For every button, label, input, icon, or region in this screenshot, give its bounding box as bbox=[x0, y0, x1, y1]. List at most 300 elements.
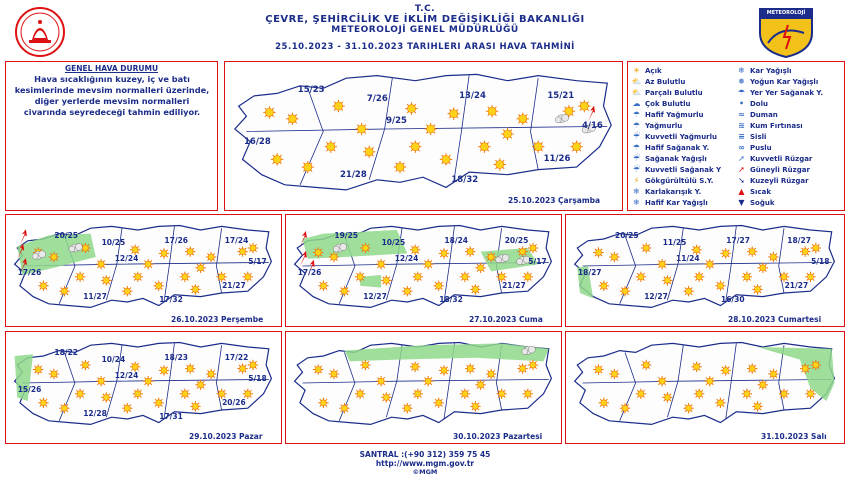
sun-icon bbox=[768, 252, 778, 262]
sun-icon bbox=[747, 246, 757, 256]
sun-icon bbox=[641, 360, 651, 370]
legend-label: Yoğun Kar Yağışlı bbox=[750, 78, 819, 86]
legend-label: Kuvvetli Yağmurlu bbox=[645, 133, 718, 141]
sun-icon bbox=[143, 376, 153, 386]
legend-label: Duman bbox=[750, 111, 778, 119]
sun-icon bbox=[470, 401, 480, 411]
sun-icon bbox=[501, 128, 513, 140]
sun-icon bbox=[636, 389, 646, 399]
turkey-map bbox=[286, 215, 560, 325]
sun-icon: ☀ bbox=[632, 66, 641, 75]
footer-phone: SANTRAL :(+90 312) 359 75 45 bbox=[359, 450, 491, 459]
map-d28 bbox=[565, 214, 845, 327]
sun-icon bbox=[49, 369, 59, 379]
legend-item bbox=[736, 154, 812, 164]
map-d26 bbox=[5, 214, 282, 327]
city-temperature: 17/26 bbox=[297, 268, 322, 278]
rain-icon: ☂ bbox=[632, 121, 641, 130]
sun-icon bbox=[263, 106, 275, 118]
city-temperature: 12/24 bbox=[394, 253, 419, 263]
sun-icon bbox=[478, 141, 490, 153]
legend-label: Hafif Kar Yağışlı bbox=[645, 199, 708, 207]
shower-icon: ☔ bbox=[632, 154, 641, 163]
sun-icon bbox=[532, 141, 544, 153]
sun-icon bbox=[742, 272, 752, 282]
city-temperature: 15/23 bbox=[297, 84, 325, 95]
sun-icon bbox=[286, 113, 298, 125]
sun-icon bbox=[715, 398, 725, 408]
summary-text: Hava sıcaklığının kuzey, iç ve batı kesimlerinde mevsim normalleri üzerinde, diğer yerlerde mevsim normalleri civarında seyredeceği tahmin ediliyor. bbox=[14, 74, 210, 117]
sun-icon bbox=[329, 252, 339, 262]
sun-icon bbox=[360, 243, 370, 253]
sun-icon bbox=[376, 376, 386, 386]
sleet-icon: ❄ bbox=[633, 187, 640, 196]
legend-item bbox=[736, 66, 792, 76]
sun-icon bbox=[448, 108, 460, 120]
legend-item bbox=[736, 143, 772, 153]
legend-item bbox=[631, 154, 707, 164]
smoke-icon: ≈ bbox=[738, 110, 745, 119]
sun-icon bbox=[143, 259, 153, 269]
light-shower-icon: ☂ bbox=[632, 143, 641, 152]
city-temperature: 13/24 bbox=[459, 90, 486, 101]
strong-wind-icon: ➚ bbox=[738, 154, 745, 163]
city-temperature: 18/32 bbox=[451, 174, 479, 185]
sun-icon bbox=[339, 403, 349, 413]
hail-icon: • bbox=[738, 99, 745, 108]
legend-item bbox=[736, 99, 768, 109]
sun-icon bbox=[811, 360, 821, 370]
sun-icon bbox=[599, 398, 609, 408]
sun-icon bbox=[394, 161, 406, 173]
legend-item bbox=[736, 77, 818, 87]
sun-icon bbox=[517, 113, 529, 125]
legend-label: Hafif Sağanak Y. bbox=[645, 144, 710, 152]
sun-icon bbox=[248, 243, 258, 253]
legend-label: Parçalı Bulutlu bbox=[645, 89, 703, 97]
legend-item bbox=[631, 99, 690, 109]
sun-icon bbox=[768, 369, 778, 379]
sun-icon bbox=[475, 263, 485, 273]
city-temperature: 11/24 bbox=[676, 253, 700, 263]
sun-icon bbox=[133, 389, 143, 399]
sun-icon bbox=[248, 360, 258, 370]
legend-item bbox=[631, 143, 709, 153]
sun-icon bbox=[325, 141, 337, 153]
legend-label: Sisli bbox=[750, 133, 767, 141]
sun-icon bbox=[75, 389, 85, 399]
sun-icon bbox=[599, 281, 609, 291]
sun-icon bbox=[578, 100, 590, 112]
forecast-period: 25.10.2023 - 31.10.2023 TARIHLERI ARASI HAVA TAHMİNİ bbox=[275, 42, 575, 52]
legend-label: Güneyli Rüzgar bbox=[750, 166, 810, 174]
sun-icon bbox=[742, 389, 752, 399]
map-d30 bbox=[285, 331, 562, 444]
map-d31 bbox=[565, 331, 845, 444]
sun-icon bbox=[318, 281, 328, 291]
sun-icon bbox=[376, 259, 386, 269]
sun-icon bbox=[657, 259, 667, 269]
sun-icon bbox=[101, 275, 111, 285]
city-temperature: 11/25 bbox=[662, 237, 687, 247]
legend-item bbox=[631, 88, 703, 98]
sun-icon bbox=[475, 380, 485, 390]
sun-icon bbox=[470, 284, 480, 294]
legend bbox=[627, 61, 845, 211]
sun-icon bbox=[402, 403, 412, 413]
sun-icon bbox=[133, 272, 143, 282]
sun-icon bbox=[641, 243, 651, 253]
city-temperature: 18/22 bbox=[54, 348, 79, 358]
city-temperature: 18/24 bbox=[444, 235, 469, 245]
sun-icon bbox=[355, 389, 365, 399]
sun-icon bbox=[101, 392, 111, 402]
sun-icon bbox=[494, 158, 506, 170]
legend-label: Sağanak Yağışlı bbox=[645, 155, 707, 163]
sun-icon bbox=[517, 363, 527, 373]
sun-icon bbox=[195, 380, 205, 390]
city-temperature: 5/18 bbox=[811, 257, 830, 267]
city-temperature: 4/16 bbox=[582, 121, 603, 132]
turkey-map bbox=[566, 332, 843, 442]
sun-icon bbox=[465, 363, 475, 373]
legend-label: Karlakarışık Y. bbox=[645, 188, 702, 196]
sun-icon bbox=[528, 243, 538, 253]
legend-item bbox=[631, 165, 721, 175]
sun-icon bbox=[636, 272, 646, 282]
map-d29 bbox=[5, 331, 282, 444]
heavy-shower-icon: ☔ bbox=[632, 165, 641, 174]
city-temperature: 16/30 bbox=[721, 295, 745, 305]
sun-icon bbox=[59, 286, 69, 296]
legend-label: Puslu bbox=[750, 144, 772, 152]
sun-icon bbox=[440, 153, 452, 165]
legend-label: Soğuk bbox=[750, 199, 775, 207]
sun-icon bbox=[570, 141, 582, 153]
sun-icon bbox=[694, 272, 704, 282]
sun-icon bbox=[237, 363, 247, 373]
city-temperature: 20/25 bbox=[615, 231, 639, 241]
sun-icon bbox=[609, 252, 619, 262]
sun-icon bbox=[49, 252, 59, 262]
sun-icon bbox=[413, 272, 423, 282]
sun-icon bbox=[154, 281, 164, 291]
sun-icon bbox=[811, 243, 821, 253]
sun-icon bbox=[409, 141, 421, 153]
light-snow-icon: ❄ bbox=[633, 198, 640, 207]
city-temperature: 12/24 bbox=[114, 253, 139, 263]
sun-icon bbox=[413, 389, 423, 399]
turkey-map bbox=[6, 332, 280, 442]
sun-icon bbox=[237, 246, 247, 256]
sun-icon bbox=[329, 369, 339, 379]
footer-copyright: ©MGM bbox=[412, 468, 438, 476]
turkey-map bbox=[566, 215, 843, 325]
cloud-icon: ☁ bbox=[632, 99, 641, 108]
sun-icon bbox=[185, 246, 195, 256]
sun-icon bbox=[523, 389, 533, 399]
sun-icon bbox=[185, 363, 195, 373]
map-d25 bbox=[224, 61, 623, 211]
sun-icon bbox=[159, 248, 169, 258]
sun-icon bbox=[180, 272, 190, 282]
legend-label: Yağmurlu bbox=[645, 122, 683, 130]
sun-icon bbox=[758, 380, 768, 390]
sun-icon bbox=[800, 246, 810, 256]
city-temperature: 12/27 bbox=[644, 291, 668, 301]
heavy-rain-icon: ☔ bbox=[632, 132, 641, 141]
sun-icon bbox=[190, 284, 200, 294]
meteoroloji-logo-text: METEOROLOJİ bbox=[766, 10, 806, 16]
sun-icon bbox=[683, 403, 693, 413]
city-temperature: 12/28 bbox=[83, 408, 107, 418]
sun-icon bbox=[423, 376, 433, 386]
city-temperature: 19/25 bbox=[334, 231, 359, 241]
sun-icon bbox=[360, 360, 370, 370]
legend-label: Gökgürültülü S.Y. bbox=[645, 177, 714, 185]
sun-icon bbox=[339, 286, 349, 296]
sun-icon bbox=[705, 376, 715, 386]
sun-icon bbox=[318, 398, 328, 408]
sun-icon bbox=[75, 272, 85, 282]
map-date: 28.10.2023 Cumartesi bbox=[728, 315, 822, 324]
sun-icon bbox=[96, 259, 106, 269]
sun-icon bbox=[363, 146, 375, 158]
sun-icon bbox=[593, 247, 603, 257]
city-temperature: 5/17 bbox=[248, 257, 267, 267]
city-temperature: 15/26 bbox=[17, 385, 42, 395]
fog-icon: ≡ bbox=[738, 132, 745, 141]
city-temperature: 5/17 bbox=[528, 257, 547, 267]
sun-icon bbox=[425, 123, 437, 135]
sun-icon bbox=[662, 275, 672, 285]
sun-icon bbox=[486, 105, 498, 117]
summary-title: GENEL HAVA DURUMU bbox=[64, 64, 159, 73]
sun-icon bbox=[423, 259, 433, 269]
legend-label: Kar Yağışlı bbox=[750, 67, 792, 75]
city-temperature: 12/27 bbox=[363, 291, 387, 301]
header-line1: T.C. bbox=[414, 4, 436, 14]
map-date: 27.10.2023 Cuma bbox=[469, 315, 543, 324]
city-temperature: 17/22 bbox=[224, 352, 249, 362]
general-weather-box bbox=[5, 61, 218, 211]
sun-icon bbox=[620, 403, 630, 413]
sun-icon bbox=[159, 365, 169, 375]
heavy-snow-icon: ❅ bbox=[738, 77, 745, 86]
haze-icon: ∞ bbox=[738, 143, 745, 152]
sun-icon bbox=[355, 272, 365, 282]
legend-label: Kuzeyli Rüzgar bbox=[750, 177, 809, 185]
legend-label: Açık bbox=[645, 67, 662, 75]
city-temperature: 15/21 bbox=[547, 90, 575, 101]
south-wind-icon: ➚ bbox=[738, 165, 745, 174]
thunder-icon: ⚡ bbox=[633, 176, 640, 185]
sun-icon bbox=[80, 360, 90, 370]
map-date: 25.10.2023 Çarşamba bbox=[508, 196, 601, 205]
sun-icon bbox=[59, 403, 69, 413]
city-temperature: 21/27 bbox=[784, 280, 809, 290]
sun-icon bbox=[439, 248, 449, 258]
local-shower-icon: ☂ bbox=[737, 88, 746, 97]
sun-icon bbox=[271, 153, 283, 165]
city-temperature: 17/31 bbox=[159, 412, 183, 422]
sun-icon bbox=[721, 248, 731, 258]
sun-icon bbox=[38, 281, 48, 291]
legend-item bbox=[631, 176, 713, 186]
legend-item bbox=[631, 66, 662, 76]
legend-item bbox=[631, 132, 717, 142]
city-temperature: 9/25 bbox=[386, 116, 407, 127]
city-temperature: 20/25 bbox=[504, 235, 529, 245]
city-temperature: 10/24 bbox=[101, 354, 126, 364]
map-date: 30.10.2023 Pazartesi bbox=[453, 432, 543, 441]
sun-icon bbox=[683, 286, 693, 296]
sun-icon bbox=[752, 284, 762, 294]
legend-item bbox=[631, 77, 685, 87]
legend-label: Hafif Yağmurlu bbox=[645, 111, 704, 119]
map-date: 31.10.2023 Salı bbox=[761, 432, 827, 441]
sun-icon bbox=[302, 161, 314, 173]
legend-item bbox=[736, 132, 766, 142]
sun-icon bbox=[313, 247, 323, 257]
city-temperature: 12/24 bbox=[114, 370, 139, 380]
city-temperature: 21/28 bbox=[340, 169, 367, 180]
sun-icon bbox=[122, 403, 132, 413]
map-d27 bbox=[285, 214, 562, 327]
legend-label: Az Bulutlu bbox=[645, 78, 686, 86]
sun-icon bbox=[460, 389, 470, 399]
legend-item bbox=[736, 176, 809, 186]
city-temperature: 11/27 bbox=[83, 291, 107, 301]
hot-icon: ▲ bbox=[738, 187, 745, 196]
footer-url[interactable]: http://www.mgm.gov.tr bbox=[375, 459, 475, 468]
city-temperature: 20/26 bbox=[222, 397, 246, 407]
sun-icon bbox=[705, 259, 715, 269]
sun-cloud-icon: ⛅ bbox=[631, 77, 642, 86]
sun-icon bbox=[332, 100, 344, 112]
legend-label: Yer Yer Sağanak Y. bbox=[750, 89, 823, 97]
sun-icon bbox=[747, 363, 757, 373]
sun-icon bbox=[620, 286, 630, 296]
legend-item bbox=[736, 165, 810, 175]
sun-icon bbox=[694, 389, 704, 399]
city-temperature: 10/25 bbox=[381, 237, 406, 247]
header bbox=[0, 0, 850, 60]
directorate-name: METEOROLOJİ GENEL MÜDÜRLÜĞÜ bbox=[331, 25, 519, 35]
city-temperature: 17/26 bbox=[17, 268, 42, 278]
sun-icon bbox=[460, 272, 470, 282]
sun-icon bbox=[434, 398, 444, 408]
sun-icon bbox=[758, 263, 768, 273]
sun-icon bbox=[122, 286, 132, 296]
sun-icon bbox=[805, 389, 815, 399]
city-temperature: 17/26 bbox=[164, 235, 189, 245]
sun-icon bbox=[528, 360, 538, 370]
sun-icon bbox=[779, 389, 789, 399]
sun-icon bbox=[486, 252, 496, 262]
snow-icon: ❄ bbox=[738, 66, 745, 75]
sun-icon bbox=[381, 392, 391, 402]
city-temperature: 17/27 bbox=[726, 235, 750, 245]
map-date: 26.10.2023 Perşembe bbox=[171, 315, 264, 324]
sun-icon bbox=[206, 369, 216, 379]
legend-item bbox=[631, 121, 682, 131]
sun-icon bbox=[180, 389, 190, 399]
sun-icon bbox=[609, 369, 619, 379]
cold-icon: ▼ bbox=[738, 198, 745, 207]
legend-label: Kuvvetli Rüzgar bbox=[750, 155, 813, 163]
turkey-map bbox=[6, 215, 280, 325]
sun-icon bbox=[154, 398, 164, 408]
legend-item bbox=[631, 110, 704, 120]
sun-icon bbox=[721, 365, 731, 375]
city-temperature: 18/23 bbox=[164, 352, 189, 362]
sun-icon bbox=[381, 275, 391, 285]
sun-icon bbox=[496, 389, 506, 399]
sun-icon bbox=[465, 246, 475, 256]
city-temperature: 21/27 bbox=[502, 280, 526, 290]
partly-cloudy-icon: ⛅ bbox=[631, 88, 642, 97]
legend-item bbox=[736, 121, 803, 131]
sun-icon bbox=[402, 286, 412, 296]
sun-icon bbox=[486, 369, 496, 379]
sun-icon bbox=[752, 401, 762, 411]
city-temperature: 16/28 bbox=[244, 136, 271, 147]
north-wind-icon: ➘ bbox=[738, 176, 745, 185]
sun-icon bbox=[33, 364, 43, 374]
legend-item bbox=[736, 198, 775, 208]
sun-icon bbox=[313, 364, 323, 374]
sun-icon bbox=[593, 364, 603, 374]
city-temperature: 17/32 bbox=[159, 295, 183, 305]
city-temperature: 17/24 bbox=[224, 235, 249, 245]
sun-icon bbox=[657, 376, 667, 386]
light-rain-icon: ☂ bbox=[632, 110, 641, 119]
legend-item bbox=[631, 198, 708, 208]
legend-label: Kum Fırtınası bbox=[750, 122, 803, 130]
sun-icon bbox=[195, 263, 205, 273]
sun-icon bbox=[691, 362, 701, 372]
sun-icon bbox=[410, 362, 420, 372]
turkey-map bbox=[286, 332, 560, 442]
legend-label: Dolu bbox=[750, 100, 769, 108]
sun-icon bbox=[96, 376, 106, 386]
sun-icon bbox=[434, 281, 444, 291]
legend-label: Çok Bulutlu bbox=[645, 100, 691, 108]
city-temperature: 7/26 bbox=[366, 93, 388, 104]
sun-icon bbox=[517, 246, 527, 256]
legend-item bbox=[736, 187, 771, 197]
sun-icon bbox=[405, 102, 417, 114]
sun-icon bbox=[715, 281, 725, 291]
legend-item bbox=[631, 187, 701, 197]
sun-icon bbox=[38, 398, 48, 408]
sun-icon bbox=[206, 252, 216, 262]
sun-icon bbox=[439, 365, 449, 375]
city-temperature: 11/26 bbox=[543, 154, 571, 165]
city-temperature: 20/25 bbox=[54, 231, 79, 241]
sun-icon bbox=[190, 401, 200, 411]
legend-item bbox=[736, 88, 823, 98]
city-temperature: 10/25 bbox=[101, 237, 126, 247]
city-temperature: 18/27 bbox=[787, 235, 811, 245]
legend-item bbox=[736, 110, 778, 120]
sun-icon bbox=[800, 363, 810, 373]
city-temperature: 18/27 bbox=[577, 268, 602, 278]
legend-label: Kuvvetli Sağanak Y bbox=[645, 166, 722, 174]
turkey-map bbox=[225, 62, 621, 209]
city-temperature: 5/18 bbox=[248, 374, 267, 384]
